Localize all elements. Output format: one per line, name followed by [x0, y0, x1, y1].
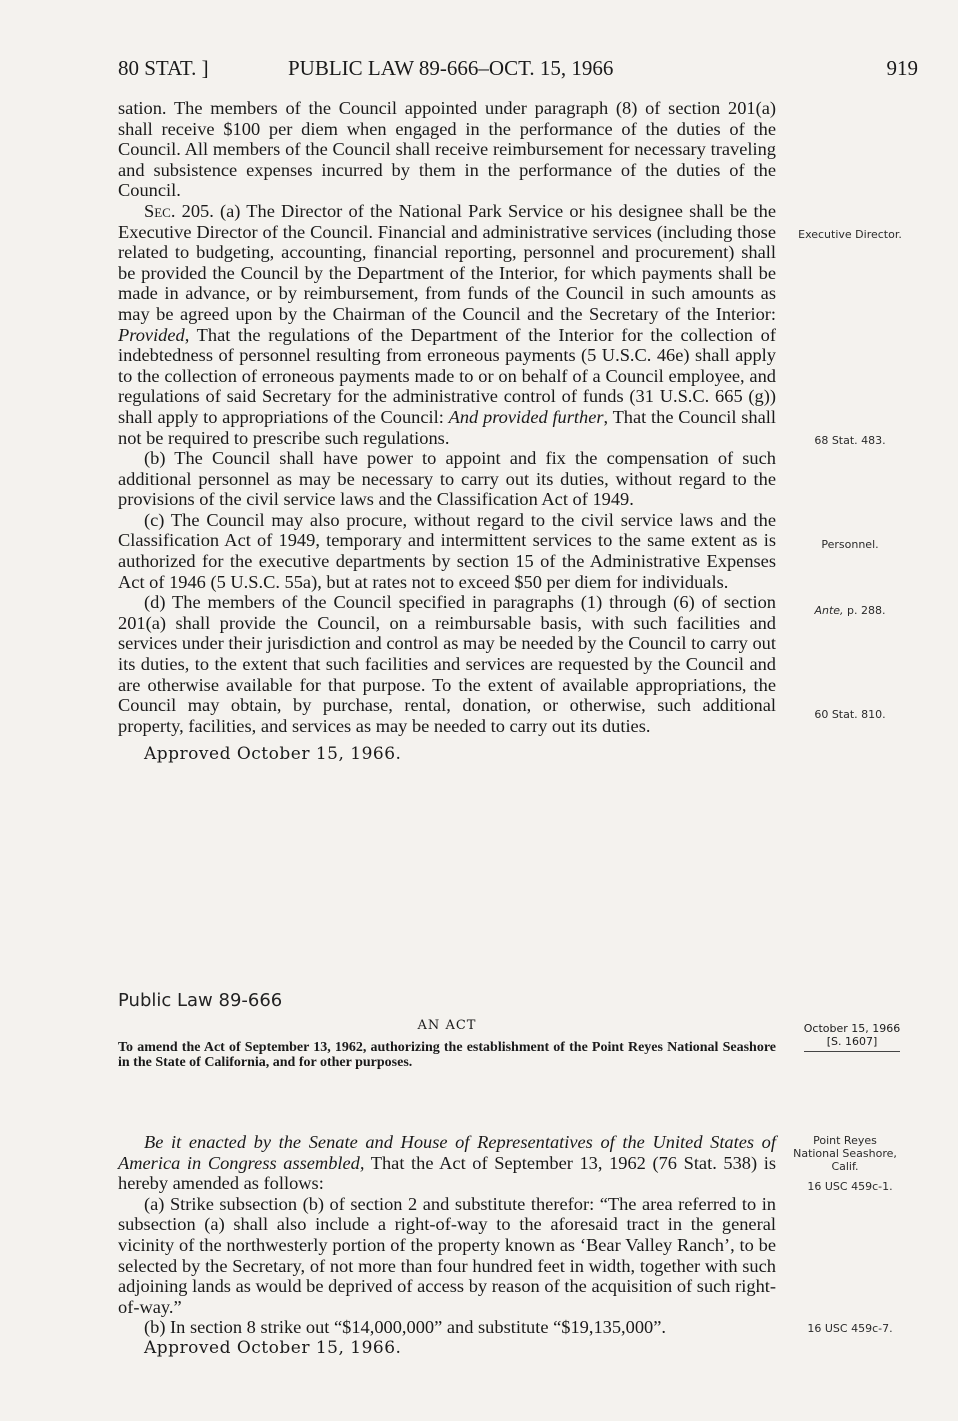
margin-note-point-reyes: Point Reyes National Seashore, Calif. — [793, 1134, 897, 1173]
enacting-italic: Be it enacted by the Senate and House of Representatives of the United States of America in Congress assembled, — [118, 1132, 776, 1173]
ante-page: p. 288. — [843, 604, 886, 617]
section-205a-text: (a) The Director of the National Park Service or his designee shall be the Executive Director of the Council. Financial and administrative services (including those related to budgeting, accounting, financial reporting, personnel and procurement) shall be provided the Council by the Department of the Interior, for which payments shall be made in advance, or by reimbursement, from funds of the Council in such amounts as may be agreed upon by the Chairman of the Council and the Secretary of the Interior: — [118, 200, 776, 324]
section-205a-text-3: , That the Council shall not be required to prescribe such regulations. — [118, 406, 776, 448]
margin-note-usc-459c-1: 16 USC 459c-1. — [807, 1180, 893, 1193]
margin-note-date — [790, 1022, 914, 1052]
act-approval-date: Approved October 15, 1966. — [144, 1337, 402, 1358]
act-body — [118, 1132, 776, 1359]
amendment-b: (b) In section 8 strike out “$14,000,000” and substitute “$19,135,000”. — [144, 1317, 666, 1338]
enactment-date: October 15, 1966 — [803, 1022, 901, 1035]
margin-note-personnel: Personnel. — [821, 538, 879, 551]
amendment-a: (a) Strike subsection (b) of section 2 and substitute therefor: “The area referred to in subsection (a) shall also include a right-of-way to the aforesaid tract in the general vicinity of the northwesterly portion of the property known as ‘Bear Valley Ranch’, to be selected by the Secretary, of not more than four hundred feet in width, together with such adjoining lands as would be deprived of access by reason of the acquisition of such right-of-way.” — [118, 1193, 776, 1317]
paragraph-205b: (b) The Council shall have power to appoint and fix the compensation of such additional personnel as may be necessary to carry out its duties, without regard to the provisions of the civil service laws and the Classification Act of 1949. — [118, 448, 776, 510]
proviso-italic: Provided — [118, 324, 185, 345]
an-act-heading: AN ACT — [417, 1018, 477, 1033]
ante-italic: Ante, — [814, 604, 844, 617]
margin-note-usc-459c-7: 16 USC 459c-7. — [807, 1322, 893, 1335]
paragraph-section-205a — [118, 201, 776, 448]
margin-note-68-stat: 68 Stat. 483. — [814, 434, 886, 447]
date-divider — [804, 1051, 900, 1052]
paragraph-205c: (c) The Council may also procure, without regard to the civil service laws and the Classification Act of 1949, temporary and intermittent services to the same extent as is authorized for the executive departments by section 15 of the Administrative Expenses Act of 1946 (5 U.S.C. 55a), but at rates not to exceed $50 per diem for individuals. — [118, 509, 776, 592]
enacting-rest: That the Act of September 13, 1962 (76 Stat. 538) is hereby amended as follows: — [118, 1152, 776, 1194]
margin-note-executive-director: Executive Director. — [798, 228, 902, 241]
enacting-clause — [118, 1132, 776, 1194]
header-title: PUBLIC LAW 89-666–OCT. 15, 1966 — [288, 56, 614, 80]
act-summary: To amend the Act of September 13, 1962, authorizing the establishment of the Point Reyes National Seashore in the State of California, and for other purposes. — [118, 1040, 776, 1070]
section-205a-text-2: , That the regulations of the Department of the Interior for the collection of indebtedness of personnel resulting from erroneous payments (5 U.S.C. 46e) shall apply to the collection of erroneous payments made to or on behalf of a Council employee, and regulations of said Secretary for the administrative control of funds (31 U.S.C. 665 (g)) shall apply to appropriations of the Council: — [118, 324, 776, 427]
paragraph-205d: (d) The members of the Council specified in paragraphs (1) through (6) of section 201(a) shall provide the Council, on a reimbursable basis, with such facilities and services under their jurisdiction and control as may be needed by the Council to carry out its duties, to the extent that such facilities and services are requested by the Council and are otherwise available for that purpose. To the extent of available appropriations, the Council may obtain, by purchase, rental, donation, or otherwise, such additional property, facilities, and services as may be needed to carry out its duties. — [118, 592, 776, 736]
statute-volume: 80 STAT. ] — [118, 56, 209, 80]
public-law-title: Public Law 89-666 — [118, 990, 283, 1011]
bill-number: [S. 1607] — [826, 1035, 878, 1048]
main-text — [118, 98, 776, 765]
margin-note-60-stat: 60 Stat. 810. — [814, 708, 886, 721]
proviso-further-italic: And provided further — [448, 406, 604, 427]
margin-note-ante — [790, 604, 910, 617]
section-label: Sec. 205. — [144, 200, 214, 221]
page-number: 919 — [886, 56, 918, 80]
approval-date: Approved October 15, 1966. — [144, 744, 402, 765]
running-header — [118, 56, 918, 86]
paragraph-compensation: sation. The members of the Council appointed under paragraph (8) of section 201(a) shall receive $100 per diem when engaged in the performance of the duties of the Council. All members of the Council shall receive reimbursement for necessary traveling and subsistence expenses incurred by them in the performance of the duties of the Council. — [118, 98, 776, 201]
